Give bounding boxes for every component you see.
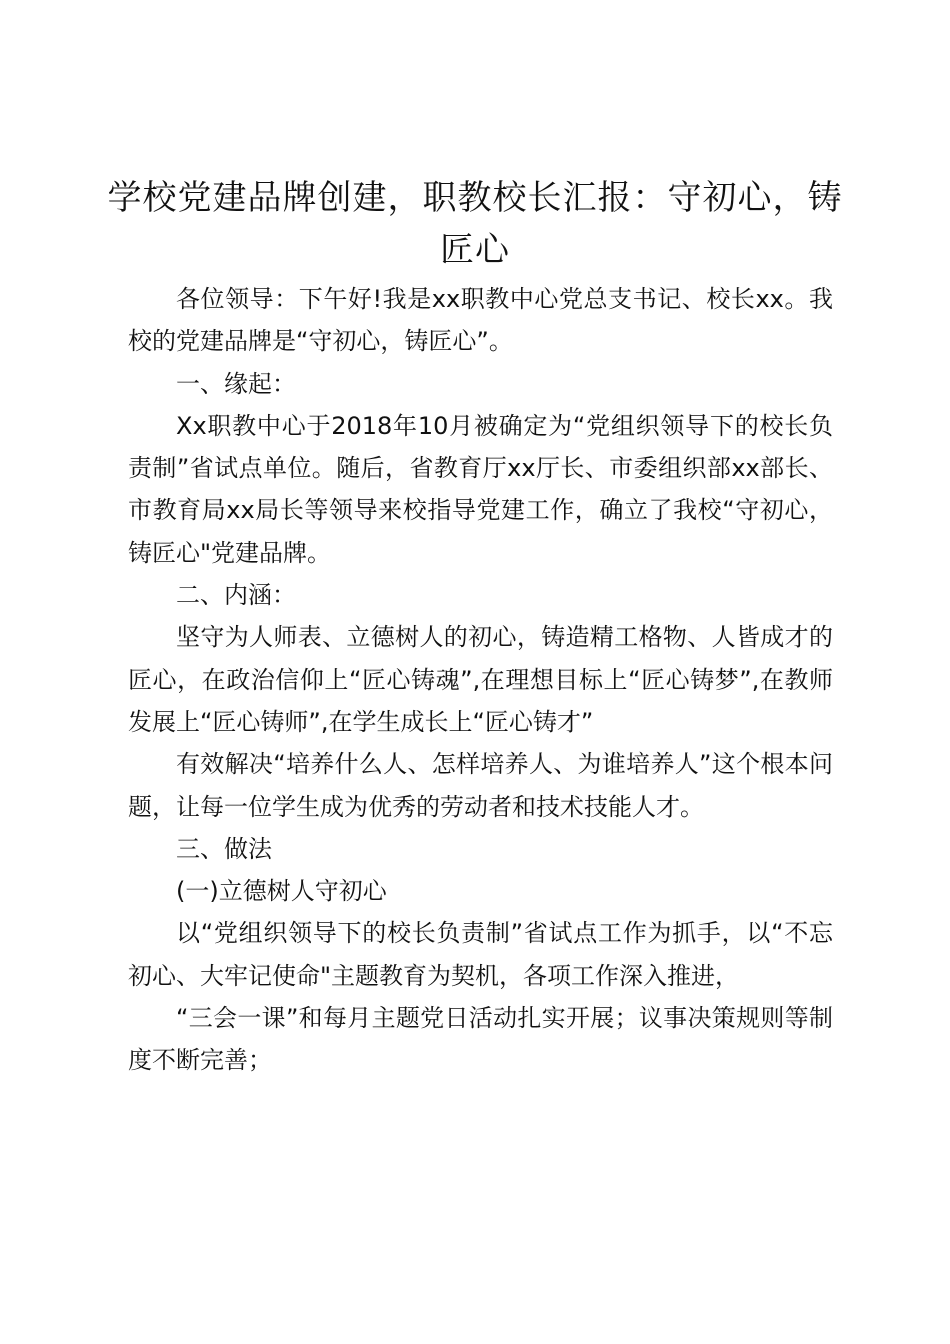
paragraph-practice-1b: “三会一课”和每月主题党日活动扎实开展；议事决策规则等制度不断完善；: [128, 1004, 833, 1075]
document-body: [128, 278, 833, 1082]
paragraph-origin: Xx职教中心于2018年10月被确定为“党组织领导下的校长负责制”省试点单位。随后，省教育厅xx厅长、市委组织部xx部长、市教育局xx局长等领导来校指导党建工作，确立了我校“守初心，铸匠心"党建品牌。: [128, 411, 833, 567]
paragraph-greeting: 各位领导：下午好!我是xx职教中心党总支书记、校长xx。我校的党建品牌是“守初心，铸匠心”。: [128, 285, 833, 356]
paragraph-practice-1a: 以“党组织领导下的校长负责制”省试点工作为抓手，以“不忘初心、大牢记使命"主题教育为契机，各项工作深入推进，: [128, 919, 833, 990]
paragraph-solution: 有效解决“培养什么人、怎样培养人、为谁培养人”这个根本问题，让每一位学生成为优秀的劳动者和技术技能人才。: [128, 750, 833, 821]
subheading-practice-1: (一)立德树人守初心: [176, 877, 387, 906]
document-title: 学校党建品牌创建，职教校长汇报：守初心，铸匠心: [107, 178, 843, 270]
paragraph-connotation: 坚守为人师表、立德树人的初心，铸造精工格物、人皆成才的匠心，在政治信仰上“匠心铸魂”,在理想目标上“匠心铸梦”,在教师发展上“匠心铸师”,在学生成长上“匠心铸才”: [128, 623, 833, 736]
heading-connotation: 二、内涵：: [176, 581, 296, 610]
heading-origin: 一、缘起：: [176, 369, 296, 398]
heading-practice: 三、做法: [176, 834, 272, 863]
